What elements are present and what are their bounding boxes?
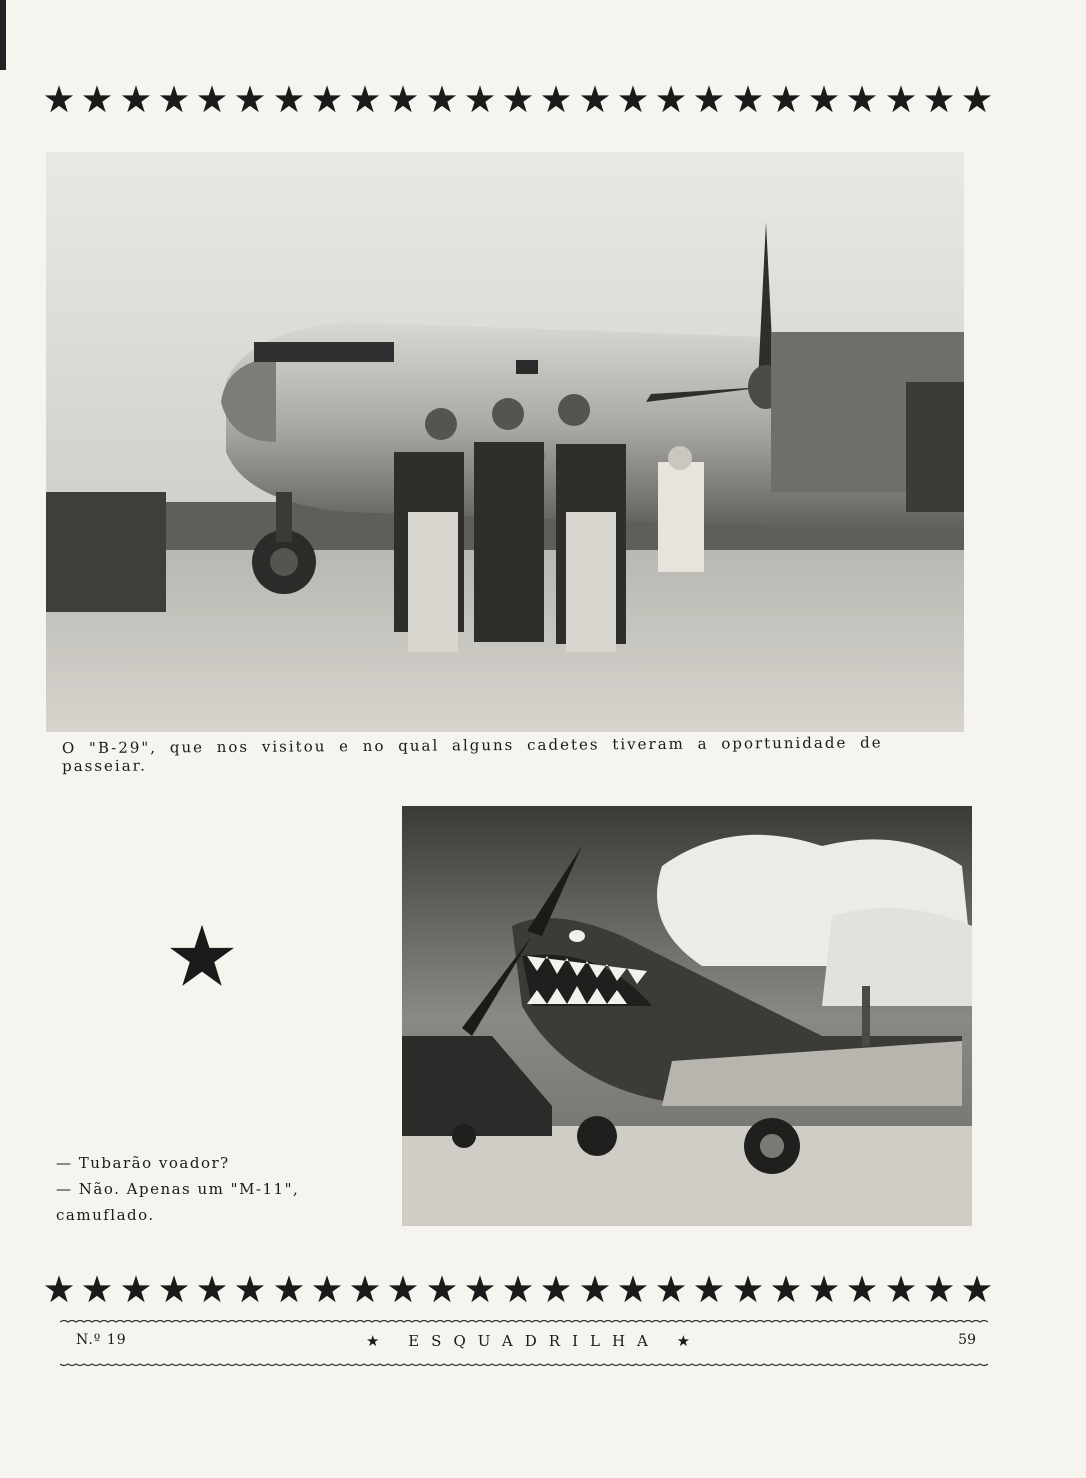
page-footer [76, 1332, 976, 1356]
star-icon [580, 1274, 610, 1304]
star-icon [197, 1274, 227, 1304]
star-icon [694, 1274, 724, 1304]
star-icon [82, 84, 112, 114]
star-icon [771, 84, 801, 114]
star-icon [618, 1274, 648, 1304]
star-icon [503, 1274, 533, 1304]
star-icon [159, 1274, 189, 1304]
star-icon [465, 84, 495, 114]
shark-fighter-image [402, 806, 972, 1226]
star-icon [847, 84, 877, 114]
star-icon [44, 1274, 74, 1304]
star-icon [388, 84, 418, 114]
star-icon [541, 1274, 571, 1304]
star-icon [121, 1274, 151, 1304]
caption-line-1: — Tubarão voador? [56, 1154, 230, 1172]
star-icon [541, 84, 571, 114]
star-icon [962, 84, 992, 114]
star-icon [694, 84, 724, 114]
issue-number: N.º 19 [76, 1332, 127, 1348]
star-icon [733, 84, 763, 114]
caption-line-2: — Não. Apenas um "M-11", [56, 1180, 300, 1198]
star-icon [924, 1274, 954, 1304]
star-icon [465, 1274, 495, 1304]
star-icon [809, 84, 839, 114]
star-icon [235, 1274, 265, 1304]
star-icon [159, 84, 189, 114]
star-icon [962, 1274, 992, 1304]
star-icon [235, 84, 265, 114]
star-icon [44, 84, 74, 114]
star-icon [733, 1274, 763, 1304]
star-icon [168, 922, 236, 990]
star-icon [618, 84, 648, 114]
star-icon [580, 84, 610, 114]
star-icon [82, 1274, 112, 1304]
star-icon [924, 84, 954, 114]
caption-line-3: camuflado. [56, 1206, 155, 1224]
footer-rule-bottom [60, 1360, 988, 1368]
magazine-title: ★ ESQUADRILHA ★ [366, 1332, 703, 1350]
star-border-top [44, 82, 992, 116]
star-icon [350, 84, 380, 114]
star-icon [350, 1274, 380, 1304]
binding-edge [0, 0, 6, 70]
star-icon [503, 84, 533, 114]
star-icon [388, 1274, 418, 1304]
star-icon [121, 84, 151, 114]
footer-rule-top [60, 1318, 988, 1326]
page-number: 59 [958, 1332, 976, 1348]
caption-b29: O "B-29", que nos visitou e no qual alguns cadetes tiveram a oportunidade de passeiar. [61, 733, 883, 776]
star-icon [656, 1274, 686, 1304]
photo-b29-bomber [46, 152, 964, 732]
star-icon [771, 1274, 801, 1304]
star-icon [847, 1274, 877, 1304]
star-icon [656, 84, 686, 114]
star-icon [809, 1274, 839, 1304]
star-border-bottom [44, 1272, 992, 1306]
star-icon [274, 1274, 304, 1304]
star-icon [427, 84, 457, 114]
b29-bomber-image [46, 152, 964, 732]
star-icon [886, 84, 916, 114]
star-icon [886, 1274, 916, 1304]
star-icon [312, 84, 342, 114]
star-icon [197, 84, 227, 114]
photo-shark-fighter [402, 806, 972, 1226]
caption-shark-fighter [56, 1150, 306, 1228]
star-icon [274, 84, 304, 114]
star-icon [312, 1274, 342, 1304]
star-icon [427, 1274, 457, 1304]
